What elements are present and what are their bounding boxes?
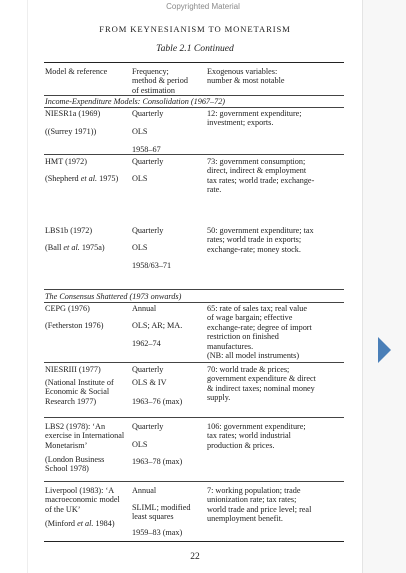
row-lbs1b-frequency: Quarterly	[132, 226, 164, 235]
row-rule	[44, 417, 344, 418]
running-head: FROM KEYNESIANISM TO MONETARISM	[99, 24, 291, 34]
table-top-rule	[44, 62, 344, 63]
row-niesr1a-model: NIESR1a (1969)	[45, 109, 101, 118]
section-title-consolidation: Income-Expenditure Models: Consolidation (1967–72)	[45, 97, 226, 106]
table-bottom-rule	[44, 541, 344, 542]
copyright-watermark: Copyrighted Material	[166, 2, 240, 11]
row-liverpool-method: SLIML; modified least squares	[132, 503, 191, 522]
viewer-side-panel	[362, 0, 406, 573]
row-cepg-exogenous: 65: rate of sales tax; real value of wage bargain; effective exchange-rate; degree of import restriction on finished manufactures. (NB: all model instruments)	[207, 304, 312, 361]
section-rule	[44, 302, 344, 303]
row-hmt-frequency: Quarterly	[132, 157, 164, 166]
header-model: Model & reference	[45, 67, 108, 76]
row-niesr1a-method: OLS	[132, 127, 148, 136]
row-lbs2-frequency: Quarterly	[132, 422, 164, 431]
row-liverpool-frequency: Annual	[132, 486, 157, 495]
table-title: Table 2.1 Continued	[156, 43, 234, 54]
row-lbs2-model: LBS2 (1978): ‘An exercise in International Monetarism’	[45, 422, 125, 450]
row-niesr1a-frequency: Quarterly	[132, 109, 164, 118]
header-rule	[44, 95, 344, 96]
row-lbs1b-period: 1958/63–71	[132, 261, 172, 270]
row-niesr1a-reference: ((Surrey 1971))	[45, 127, 97, 136]
row-niesriii-reference: (National Institute of Economic & Social Research 1977)	[45, 378, 114, 406]
row-lbs1b-method: OLS	[132, 243, 148, 252]
row-lbs2-exogenous: 106: government expenditure; tax rates; world industrial production & prices.	[207, 422, 306, 450]
row-cepg-frequency: Annual	[132, 304, 157, 313]
row-cepg-method: OLS; AR; MA.	[132, 321, 183, 330]
header-frequency: Frequency; method & period of estimation	[132, 67, 188, 95]
row-cepg-model: CEPG (1976)	[45, 304, 90, 313]
page-number: 22	[190, 552, 200, 562]
row-hmt-reference: (Shepherd et al. 1975)	[45, 174, 119, 183]
row-hmt-model: HMT (1972)	[45, 157, 87, 166]
row-niesriii-exogenous: 70: world trade & prices; government expenditure & direct & indirect taxes; nominal money supply.	[207, 365, 316, 403]
section-title-consensus-shattered: The Consensus Shattered (1973 onwards)	[45, 292, 182, 301]
row-lbs1b-reference: (Ball et al. 1975a)	[45, 243, 105, 252]
row-liverpool-reference: (Minford et al. 1984)	[45, 519, 115, 528]
row-niesriii-period: 1963–76 (max)	[132, 397, 183, 406]
section-rule	[44, 107, 344, 108]
row-rule	[44, 362, 344, 363]
row-lbs1b-model: LBS1b (1972)	[45, 226, 93, 235]
row-rule	[44, 154, 344, 155]
row-niesriii-frequency: Quarterly	[132, 365, 164, 374]
row-niesr1a-period: 1958–67	[132, 145, 161, 154]
row-lbs2-period: 1963–78 (max)	[132, 457, 183, 466]
header-exogenous: Exogenous variables: number & most notable	[207, 67, 285, 86]
row-liverpool-exogenous: 7: working population; trade unionization rate; tax rates; world trade and price level; real unemployment benefit.	[207, 486, 312, 524]
row-lbs2-reference: (London Business School 1978)	[45, 455, 105, 474]
row-niesriii-method: OLS & IV	[132, 378, 167, 387]
row-niesr1a-exogenous: 12: government expenditure; investment; exports.	[207, 109, 302, 128]
row-hmt-exogenous: 73: government consumption; direct, indirect & employment tax rates; world trade; exchange- rate.	[207, 157, 315, 195]
row-cepg-period: 1962–74	[132, 339, 161, 348]
row-cepg-reference: (Fetherston 1976)	[45, 321, 104, 330]
row-rule	[44, 481, 344, 482]
row-lbs1b-exogenous: 50: government expenditure; tax rates; world trade in exports; exchange-rate; money stock.	[207, 226, 314, 254]
next-page-arrow-icon[interactable]	[378, 337, 391, 363]
section-rule	[44, 289, 344, 290]
row-hmt-method: OLS	[132, 174, 148, 183]
row-liverpool-model: Liverpool (1983): ‘A macroeconomic model of the UK’	[45, 486, 120, 514]
row-niesriii-model: NIESRIII (1977)	[45, 365, 101, 374]
row-lbs2-method: OLS	[132, 440, 148, 449]
row-liverpool-period: 1959–83 (max)	[132, 528, 183, 537]
